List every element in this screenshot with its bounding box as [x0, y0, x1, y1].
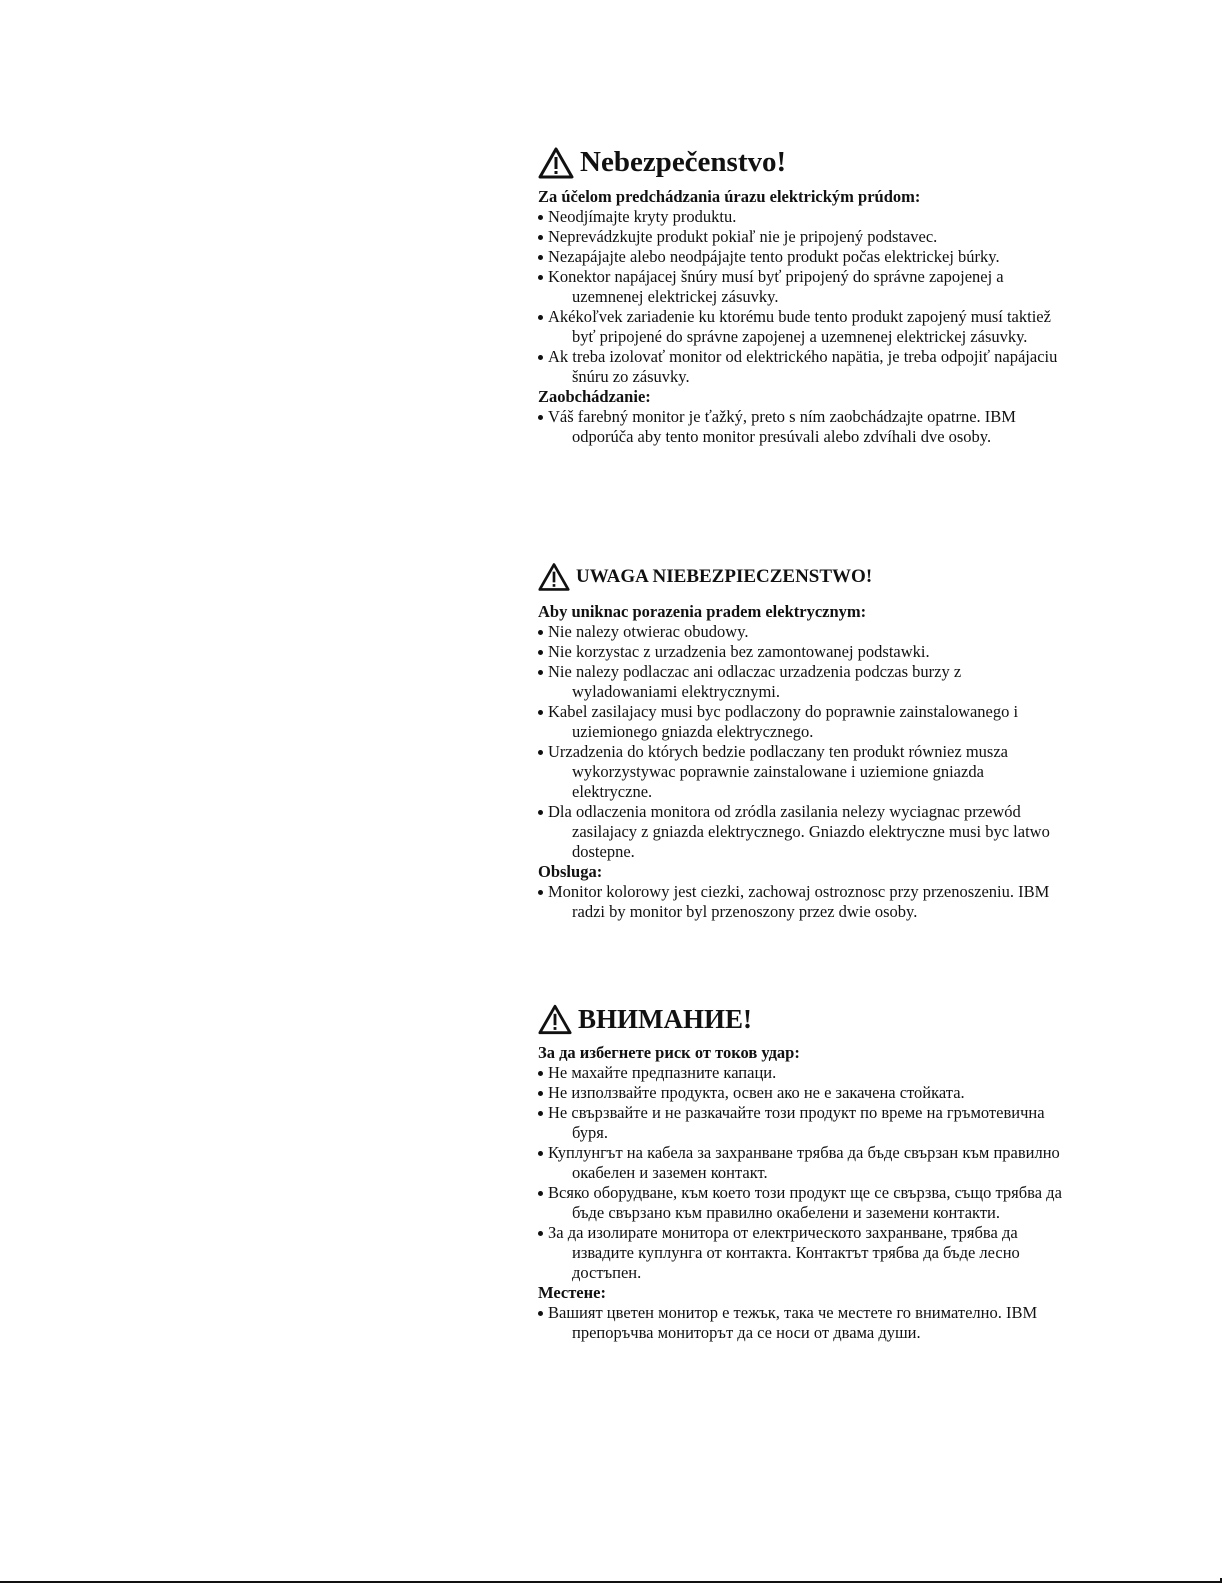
warning-triangle-icon [538, 147, 574, 179]
bullet-icon [538, 235, 543, 240]
section-heading [538, 562, 1068, 592]
subheading: Местене: [538, 1283, 606, 1302]
page-bottom-rule [0, 1581, 1220, 1583]
bullet-list [538, 882, 1068, 922]
bullet-icon [538, 750, 543, 755]
bullet-icon [538, 315, 543, 320]
subheading: Za účelom predchádzania úrazu elektrickým prúdom: [538, 187, 921, 206]
bullet-list [538, 622, 1068, 862]
bullet-list [538, 1063, 1068, 1283]
bullet-list [538, 407, 1068, 447]
page-corner-tick [1220, 1578, 1222, 1583]
list-item: Nie nalezy podlaczac ani odlaczac urzadzenia podczas burzy z wyladowaniami elektrycznymi. [538, 662, 1068, 702]
bullet-icon [538, 650, 543, 655]
bullet-list [538, 207, 1068, 387]
heading-text: Nebezpečenstvo! [580, 146, 787, 178]
bullet-icon [538, 670, 543, 675]
list-item: Не махайте предпазните капаци. [538, 1063, 1068, 1083]
list-item: Nie nalezy otwierac obudowy. [538, 622, 1068, 642]
warning-triangle-icon [538, 562, 570, 592]
list-item: Kabel zasilajacy musi byc podlaczony do poprawnie zainstalowanego i uziemionego gniazda elektrycznego. [538, 702, 1068, 742]
subheading: Aby uniknac porazenia pradem elektrycznym: [538, 602, 867, 621]
list-item: Не свързвайте и не разкачайте този продукт по време на гръмотевична буря. [538, 1103, 1068, 1143]
bullet-icon [538, 630, 543, 635]
bullet-icon [538, 1191, 543, 1196]
list-item: Neodjímajte kryty produktu. [538, 207, 1068, 227]
bullet-icon [538, 415, 543, 420]
list-item: Konektor napájacej šnúry musí byť pripojený do správne zapojenej a uzemnenej elektrickej zásuvky. [538, 267, 1068, 307]
bullet-icon [538, 215, 543, 220]
subheading: За да избегнете риск от токов удар: [538, 1043, 800, 1062]
list-item: Куплунгът на кабела за захранване трябва да бъде свързан към правилно окабелен и заземен контакт. [538, 1143, 1068, 1183]
bullet-icon [538, 1091, 543, 1096]
bullet-icon [538, 275, 543, 280]
warning-triangle-icon [538, 1004, 572, 1035]
bullet-icon [538, 1071, 543, 1076]
bullet-icon [538, 1311, 543, 1316]
list-item: За да изолирате монитора от електрическото захранване, трябва да извадите куплунга от контакта. Контактът трябва да бъде лесно достъпен. [538, 1223, 1068, 1283]
list-item: Ak treba izolovať monitor od elektrického napätia, je treba odpojiť napájaciu šnúru zo zásuvky. [538, 347, 1068, 387]
heading-text: ВНИМАНИЕ! [578, 1004, 752, 1034]
list-item: Váš farebný monitor je ťažký, preto s ním zaobchádzajte opatrne. IBM odporúča aby tento monitor presúvali alebo zdvíhali dve osoby. [538, 407, 1068, 447]
list-item: Neprevádzkujte produkt pokiaľ nie je pripojený podstavec. [538, 227, 1068, 247]
bullet-icon [538, 355, 543, 360]
list-item: Всяко оборудване, към което този продукт ще се свързва, също трябва да бъде свързано към правилно окабелени и заземени контакти. [538, 1183, 1068, 1223]
subheading: Zaobchádzanie: [538, 387, 651, 406]
bullet-icon [538, 890, 543, 895]
bullet-icon [538, 255, 543, 260]
section-heading [538, 146, 1068, 179]
list-item: Nezapájajte alebo neodpájajte tento produkt počas elektrickej búrky. [538, 247, 1068, 267]
list-item: Не използвайте продукта, освен ако не е закачена стойката. [538, 1083, 1068, 1103]
list-item: Dla odlaczenia monitora od zródla zasilania nelezy wyciagnac przewód zasilajacy z gniazda elektrycznego. Gniazdo elektryczne musi byc latwo dostepne. [538, 802, 1068, 862]
subheading: Obsluga: [538, 862, 603, 881]
bullet-icon [538, 1111, 543, 1116]
list-item: Вашият цветен монитор е тежък, така че местете го внимателно. IBM препоръчва мониторът да се носи от двама души. [538, 1303, 1068, 1343]
warning-section-polish [538, 562, 1068, 922]
warning-section-bulgarian [538, 1004, 1068, 1343]
bullet-list [538, 1303, 1068, 1343]
bullet-icon [538, 1151, 543, 1156]
bullet-icon [538, 810, 543, 815]
list-item: Nie korzystac z urzadzenia bez zamontowanej podstawki. [538, 642, 1068, 662]
list-item: Urzadzenia do których bedzie podlaczany ten produkt równiez musza wykorzystywac poprawnie zainstalowane i uziemione gniazda elektryczne. [538, 742, 1068, 802]
warning-section-slovak [538, 146, 1068, 447]
list-item: Monitor kolorowy jest ciezki, zachowaj ostroznosc przy przenoszeniu. IBM radzi by monitor byl przenoszony przez dwie osoby. [538, 882, 1068, 922]
bullet-icon [538, 1231, 543, 1236]
list-item: Akékoľvek zariadenie ku ktorému bude tento produkt zapojený musí taktiež byť pripojené do správne zapojenej a uzemnenej elektrickej zásuvky. [538, 307, 1068, 347]
section-heading [538, 1004, 1068, 1035]
heading-text: UWAGA NIEBEZPIECZENSTWO! [576, 566, 873, 587]
bullet-icon [538, 710, 543, 715]
